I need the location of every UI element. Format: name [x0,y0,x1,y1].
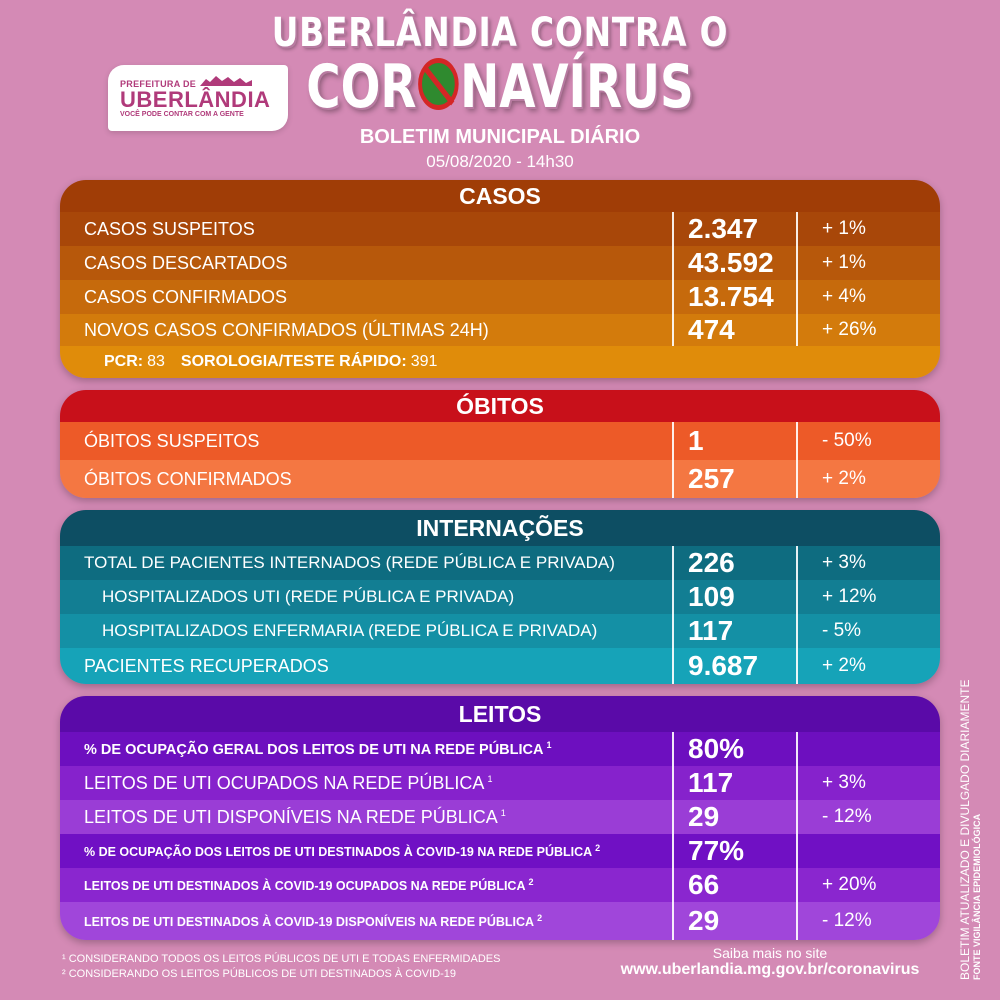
virus-prohibited-icon [418,58,459,110]
row-label: CASOS CONFIRMADOS [84,286,288,307]
row-value: 257 [672,460,796,498]
row-percent [796,834,940,868]
row-label [60,843,672,859]
table-row [60,614,940,648]
pcr-value: 83 [147,353,165,370]
row-label: HOSPITALIZADOS ENFERMARIA (REDE PÚBLICA E PRIVADA) [102,621,598,640]
row-percent: + 12% [796,580,940,614]
row-percent: + 2% [796,460,940,498]
row-label-text: % DE OCUPAÇÃO GERAL DOS LEITOS DE UTI NA REDE PÚBLICA [84,741,544,758]
row-value: 226 [672,546,796,580]
table-row [60,648,940,684]
row-value: 117 [672,614,796,648]
table-row [60,280,940,314]
row-percent: + 20% [796,868,940,902]
row-value: 117 [672,766,796,800]
title-line2-right: NAVÍRUS [460,52,694,122]
row-percent: - 50% [796,422,940,460]
row-percent: - 5% [796,614,940,648]
row-label: ÓBITOS SUSPEITOS [84,430,260,451]
vertical-note-line1: BOLETIM ATUALIZADO E DIVULGADO DIARIAMENTE [958,679,972,980]
table-row [60,546,940,580]
row-label: NOVOS CASOS CONFIRMADOS (ÚLTIMAS 24H) [84,319,489,340]
panel-internacoes [60,510,940,684]
pcr-label: PCR: [104,353,144,370]
row-value: 43.592 [672,246,796,280]
row-label-text: LEITOS DE UTI DESTINADOS À COVID-19 OCUPADOS NA REDE PÚBLICA [84,879,526,894]
row-value: 109 [672,580,796,614]
row-percent: + 3% [796,546,940,580]
logo-line1: PREFEITURA DE [120,78,197,89]
footnote-ref: 1 [487,773,493,784]
table-row [60,580,940,614]
logo-line2: UBERLÂNDIA [120,86,271,112]
row-label [60,773,672,794]
row-value: 2.347 [672,212,796,246]
row-value: 77% [672,834,796,868]
site-label: Saiba mais no site [712,945,828,961]
row-value: 29 [672,902,796,940]
test-breakdown [60,346,940,378]
table-row [60,460,940,498]
panel-leitos [60,696,940,940]
row-label-text: % DE OCUPAÇÃO DOS LEITOS DE UTI DESTINADOS À COVID-19 NA REDE PÚBLICA [84,845,593,860]
vertical-note [958,640,983,980]
table-row [60,212,940,246]
site-link[interactable]: www.uberlandia.mg.gov.br/coronavirus [620,961,920,978]
row-label: HOSPITALIZADOS UTI (REDE PÚBLICA E PRIVADA) [102,587,515,606]
table-row [60,902,940,940]
panel-obitos [60,390,940,498]
panel-internacoes-title: INTERNAÇÕES [60,510,940,546]
panel-casos-title: CASOS [60,180,940,212]
row-percent: + 1% [796,212,940,246]
footnotes [62,952,500,982]
vertical-note-line2: FONTE VIGILÂNCIA EPIDEMIOLÓGICA [972,813,982,980]
row-label [60,807,672,828]
panel-leitos-title: LEITOS [60,696,940,732]
panel-obitos-title: ÓBITOS [60,390,940,422]
row-label-text: LEITOS DE UTI DESTINADOS À COVID-19 DISPONÍVEIS NA REDE PÚBLICA [84,915,535,930]
panel-casos [60,180,940,378]
row-value: 1 [672,422,796,460]
title-line2 [110,52,890,122]
bulletin-date: 05/08/2020 - 14h30 [426,152,574,171]
row-label [60,877,672,893]
row-value: 80% [672,732,796,766]
row-label-text: LEITOS DE UTI DISPONÍVEIS NA REDE PÚBLICA [84,806,498,827]
title-line1: UBERLÂNDIA CONTRA O [271,10,729,56]
footnote-2: ² CONSIDERANDO OS LEITOS PÚBLICOS DE UTI DESTINADOS À COVID-19 [62,968,457,980]
row-label [60,913,672,929]
table-row [60,732,940,766]
row-label: TOTAL DE PACIENTES INTERNADOS (REDE PÚBLICA E PRIVADA) [84,553,615,572]
row-value: 9.687 [672,648,796,684]
row-label: ÓBITOS CONFIRMADOS [84,468,292,489]
row-percent: + 1% [796,246,940,280]
row-percent [796,732,940,766]
row-value: 66 [672,868,796,902]
footnote-ref: 2 [528,876,534,887]
row-label: CASOS SUSPEITOS [84,218,255,239]
footnote-1: ¹ CONSIDERANDO TODOS OS LEITOS PÚBLICOS DE UTI E TODAS ENFERMIDADES [62,953,501,965]
row-percent: - 12% [796,902,940,940]
row-label [60,740,672,758]
row-value: 29 [672,800,796,834]
row-percent: - 12% [796,800,940,834]
footnote-ref: 2 [537,912,543,923]
logo-line3: VOCÊ PODE CONTAR COM A GENTE [120,110,244,118]
footnote-ref: 1 [500,807,506,818]
row-label: PACIENTES RECUPERADOS [84,655,329,676]
table-row [60,314,940,346]
site-block [600,945,940,979]
table-row [60,422,940,460]
sorologia-value: 391 [410,353,438,370]
row-label: CASOS DESCARTADOS [84,252,288,273]
table-row [60,834,940,868]
table-row [60,800,940,834]
row-percent: + 2% [796,648,940,684]
footnote-ref: 2 [595,842,601,853]
sorologia-label: SOROLOGIA/TESTE RÁPIDO: [180,353,407,370]
row-percent: + 26% [796,314,940,346]
table-row [60,868,940,902]
row-percent: + 3% [796,766,940,800]
row-label-text: LEITOS DE UTI OCUPADOS NA REDE PÚBLICA [84,772,485,793]
row-percent: + 4% [796,280,940,314]
row-value: 13.754 [672,280,796,314]
table-row [60,246,940,280]
bulletin-subtitle: BOLETIM MUNICIPAL DIÁRIO [359,126,641,148]
row-value: 474 [672,314,796,346]
footnote-ref: 1 [546,740,552,751]
table-row [60,766,940,800]
title-line2-left: COR [306,52,417,122]
